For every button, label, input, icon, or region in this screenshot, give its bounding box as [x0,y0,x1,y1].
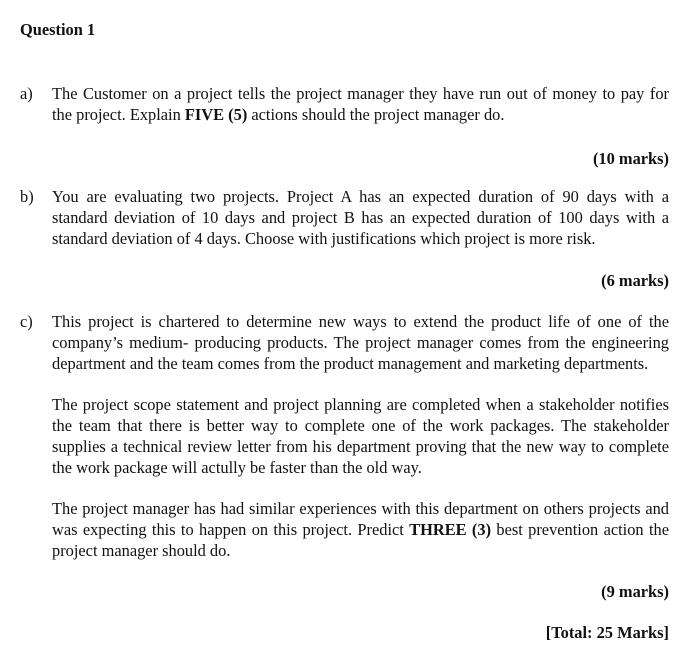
part-c-marks: (9 marks) [601,582,669,601]
part-b-marks: (6 marks) [601,271,669,290]
total-marks: [Total: 25 Marks] [545,623,669,642]
question-part-c [20,311,669,561]
question-part-b [20,186,669,249]
part-c-emphasis: THREE (3) [409,520,492,539]
part-a-paragraph: The Customer on a project tells the project manager they have run out of money to pay for the project. Explain FIVE (5) actions should the project manager do. [52,84,669,124]
part-b-label: b) [20,187,34,206]
part-c-paragraph-2: The project scope statement and project planning are completed when a stakeholder notifies the team that there is better way to complete one of the work packages. The stakeholder supplies a technical review letter from his department proving that the new way to complete the work package will actully be faster than the old way. [52,395,669,477]
part-c-label: c) [20,312,33,331]
question-heading: Question 1 [20,20,96,39]
question-part-a [20,83,669,125]
part-c-text [52,311,669,561]
part-a-text [52,83,669,125]
part-a-marks: (10 marks) [592,149,669,168]
part-b-text [52,186,669,249]
part-c-paragraph-3: The project manager has had similar experiences with this department on others projects and was expecting this to happen on this project. Predict THREE (3) best prevention action the project manager should do. [52,499,670,560]
part-b-paragraph: You are evaluating two projects. Project A has an expected duration of 90 days with a standard deviation of 10 days and project B has an expected duration of 100 days with a standard deviation of 4 days. Choose with justifications which project is more risk. [52,187,669,248]
part-a-emphasis: FIVE (5) [184,105,248,124]
part-c-paragraph-1: This project is chartered to determine new ways to extend the product life of one of the company’s medium- producing products. The project manager comes from the engineering department and the team comes from the product management and marketing departments. [52,312,669,373]
part-a-label: a) [20,84,33,103]
